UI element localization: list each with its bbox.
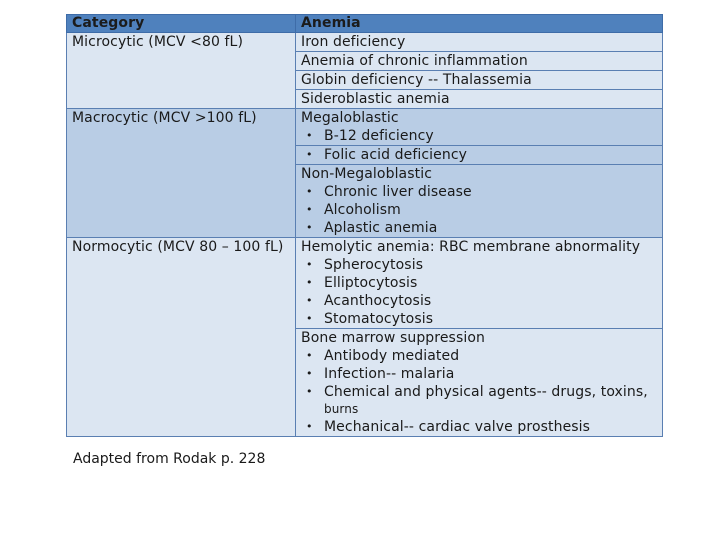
anemia-cell	[296, 109, 663, 146]
table-row	[67, 109, 663, 146]
bullet-item: • Aplastic anemia	[301, 219, 662, 237]
anemia-item: Globin deficiency -- Thalassemia	[301, 72, 532, 88]
anemia-cell	[296, 33, 663, 52]
bullet-item: • Spherocytosis	[301, 256, 662, 274]
anemia-item: Anemia of chronic inflammation	[301, 53, 528, 69]
bullet-item: • Mechanical-- cardiac valve prosthesis	[301, 418, 662, 436]
anemia-item: Iron deficiency	[301, 34, 406, 50]
bullet-item: • Antibody mediated	[301, 347, 662, 365]
anemia-cell	[296, 238, 663, 329]
group-title: Bone marrow suppression	[301, 330, 485, 346]
bullet-item: • B-12 deficiency	[301, 127, 662, 145]
anemia-cell	[296, 71, 663, 90]
category-normocytic: Normocytic (MCV 80 – 100 fL)	[67, 238, 296, 437]
bullet-item: • Elliptocytosis	[301, 274, 662, 292]
table-row	[67, 33, 663, 52]
bullet-text: Chemical and physical agents-- drugs, toxins,	[324, 384, 648, 400]
anemia-cell	[296, 329, 663, 437]
anemia-cell	[296, 90, 663, 109]
bullet-item: • Infection-- malaria	[301, 365, 662, 383]
table-header-row	[67, 15, 663, 33]
header-anemia: Anemia	[296, 15, 663, 33]
category-macrocytic: Macrocytic (MCV >100 fL)	[67, 109, 296, 238]
source-caption: Adapted from Rodak p. 228	[73, 451, 266, 467]
bullet-item: • Acanthocytosis	[301, 292, 662, 310]
bullet-item: • Stomatocytosis	[301, 310, 662, 328]
bullet-item: • Chronic liver disease	[301, 183, 662, 201]
anemia-item: Sideroblastic anemia	[301, 91, 450, 107]
anemia-cell	[296, 146, 663, 165]
category-microcytic: Microcytic (MCV <80 fL)	[67, 33, 296, 109]
anemia-cell	[296, 52, 663, 71]
anemia-classification-table	[66, 14, 663, 437]
bullet-item	[301, 383, 662, 418]
group-title: Hemolytic anemia: RBC membrane abnormality	[301, 239, 641, 255]
bullet-item: • Folic acid deficiency	[301, 146, 662, 164]
group-title: Non-Megaloblastic	[301, 166, 433, 182]
anemia-cell	[296, 165, 663, 238]
bullet-text-continuation: burns	[324, 402, 359, 416]
group-title: Megaloblastic	[301, 110, 399, 126]
header-category: Category	[67, 15, 296, 33]
table-row	[67, 238, 663, 329]
bullet-item: • Alcoholism	[301, 201, 662, 219]
